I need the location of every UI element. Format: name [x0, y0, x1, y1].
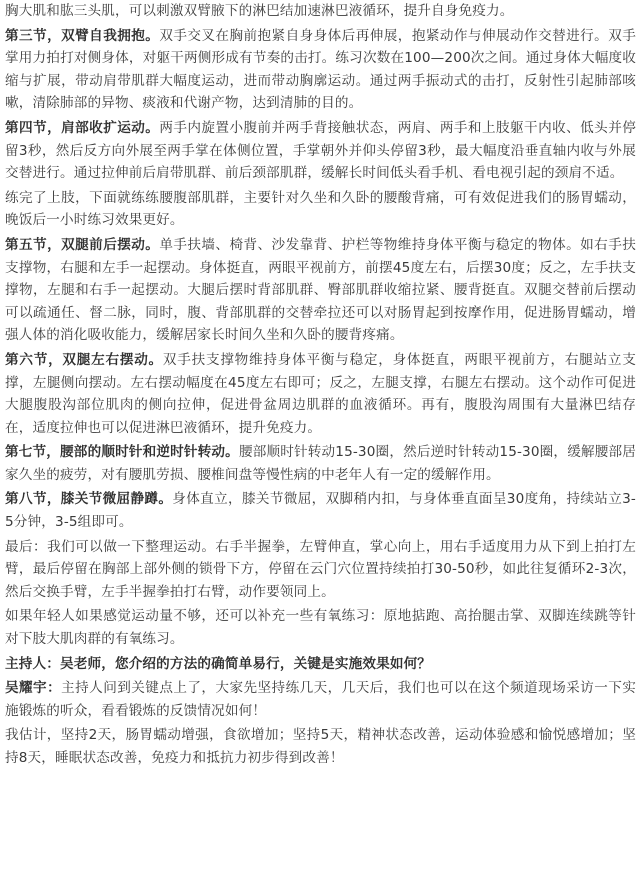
para-text: 如果年轻人如果感觉运动量不够，还可以补充一些有氧练习：原地掂跑、高抬腿击掌、双脚连续跳等针对下肢大肌肉群的有氧练习。 [5, 608, 636, 648]
para-text: 练完了上肢，下面就练练腰腹部肌群，主要针对久坐和久卧的腰酸背痛，可有效促进我们的肠胃蠕动，晚饭后一小时练习效果更好。 [5, 189, 636, 229]
paragraph-cooldown [5, 536, 636, 604]
para-heading: 第四节，肩部收扩运动。 [5, 119, 160, 136]
paragraph-section-8 [5, 488, 636, 533]
paragraph-section-3 [5, 25, 636, 115]
para-heading: 吴耀宇： [5, 680, 62, 697]
paragraph-aerobic [5, 605, 636, 650]
para-heading: 第七节，腰部的顺时针和逆时针转动。 [5, 444, 239, 461]
para-heading: 主持人：吴老师，您介绍的方法的确简单易行，关键是实施效果如何？ [5, 655, 432, 672]
para-text: 单手扶墙、椅背、沙发靠背、护栏等物维持身体平衡与稳定的物体。如右手扶支撑物，右腿和左手一起摆动。身体挺直，两眼平视前方，前摆45度左右，后摆30度；反之，左手扶支撑物，左腿和右手一起摆动。大腿后摆时背部肌群、臀部肌群收缩拉紧、腰背挺直。双腿交替前后摆动可以疏通任、督二脉，同时，腹、背部肌群的交替牵拉还可以对肠胃起到按摩作用，促进肠胃蠕动，增强人体的消化吸收能力，缓解居家长时间久坐和久卧的腰背疼痛。 [5, 236, 636, 344]
para-heading: 第八节，膝关节微屈静蹲。 [5, 491, 173, 508]
paragraph-transition [5, 187, 636, 232]
para-text: 身体直立，膝关节微屈，双脚稍内扣，与身体垂直面呈30度角，持续站立3-5分钟，3-5组即可。 [5, 491, 636, 531]
paragraph-section-7 [5, 441, 636, 486]
para-text: 双手交叉在胸前抱紧自身身体后再伸展，抱紧动作与伸展动作交替进行。双手掌用力拍打对侧身体，对躯干两侧形成有节奏的击打。练习次数在100—200次之间。通过身体大幅度收缩与扩展，带动肩带肌群大幅度运动，进而带动胸廓运动。通过两手振动式的击打，反射性引起肺部咳嗽，清除肺部的异物、痰液和代谢产物，达到清肺的目的。 [5, 27, 636, 112]
paragraph-section-4 [5, 117, 636, 185]
para-heading: 第五节，双腿前后摆动。 [5, 236, 160, 253]
para-heading: 第三节，双臂自我拥抱。 [5, 27, 160, 44]
para-heading: 第六节，双腿左右摆动。 [5, 351, 163, 368]
para-text: 胸大肌和肱三头肌，可以刺激双臂腋下的淋巴结加速淋巴液循环，提升自身免疫力。 [5, 3, 514, 19]
paragraph-section-5 [5, 234, 636, 347]
paragraph-host-question [5, 653, 636, 676]
para-text: 我估计，坚持2天，肠胃蠕动增强，食欲增加；坚持5天，精神状态改善，运动体验感和愉悦感增加；坚持8天，睡眠状态改善，免疫力和抵抗力初步得到改善！ [5, 727, 636, 766]
para-text: 主持人问到关键点上了，大家先坚持练几天，几天后，我们也可以在这个频道现场采访一下实施锻炼的听众，看看锻炼的反馈情况如何！ [5, 680, 636, 719]
paragraph-intro-tail [5, 0, 636, 23]
para-text: 最后：我们可以做一下整理运动。右手半握拳，左臂伸直，掌心向上，用右手适度用力从下到上拍打左臂，最后停留在胸部上部外侧的锁骨下方，停留在云门穴位置持续拍打30-50秒，如此往复循环2-3次，然后交换手臂，左手半握拳拍打右臂，动作要领同上。 [5, 538, 636, 600]
paragraph-guest-answer [5, 677, 636, 722]
paragraph-expected-results [5, 724, 636, 769]
paragraph-section-6 [5, 349, 636, 439]
para-text: 双手扶支撑物维持身体平衡与稳定，身体挺直，两眼平视前方，右腿站立支撑，左腿侧向摆动。左右摆动幅度在45度左右即可；反之，左腿支撑，右腿左右摆动。这个动作可促进大腿腹股沟部位肌肉的侧向拉伸，促进骨盆周边肌群的血液循环。再有，腹股沟周围有大量淋巴结存在，适度拉伸也可以促进淋巴液循环，提升免疫力。 [5, 351, 636, 436]
para-text: 两手内旋置小腹前并两手背接触状态，两肩、两手和上肢躯干内收、低头并停留3秒，然后反方向外展至两手掌在体侧位置，手掌朝外并仰头停留3秒，最大幅度沿垂直轴内收与外展交替进行。通过拉伸前后肩带肌群、前后颈部肌群，缓解长时间低头看手机、看电视引起的颈肩不适。 [5, 119, 636, 182]
para-text: 腰部顺时针转动15-30圈，然后逆时针转动15-30圈，缓解腰部居家久坐的疲劳，对有腰肌劳损、腰椎间盘等慢性病的中老年人有一定的缓解作用。 [5, 444, 636, 483]
